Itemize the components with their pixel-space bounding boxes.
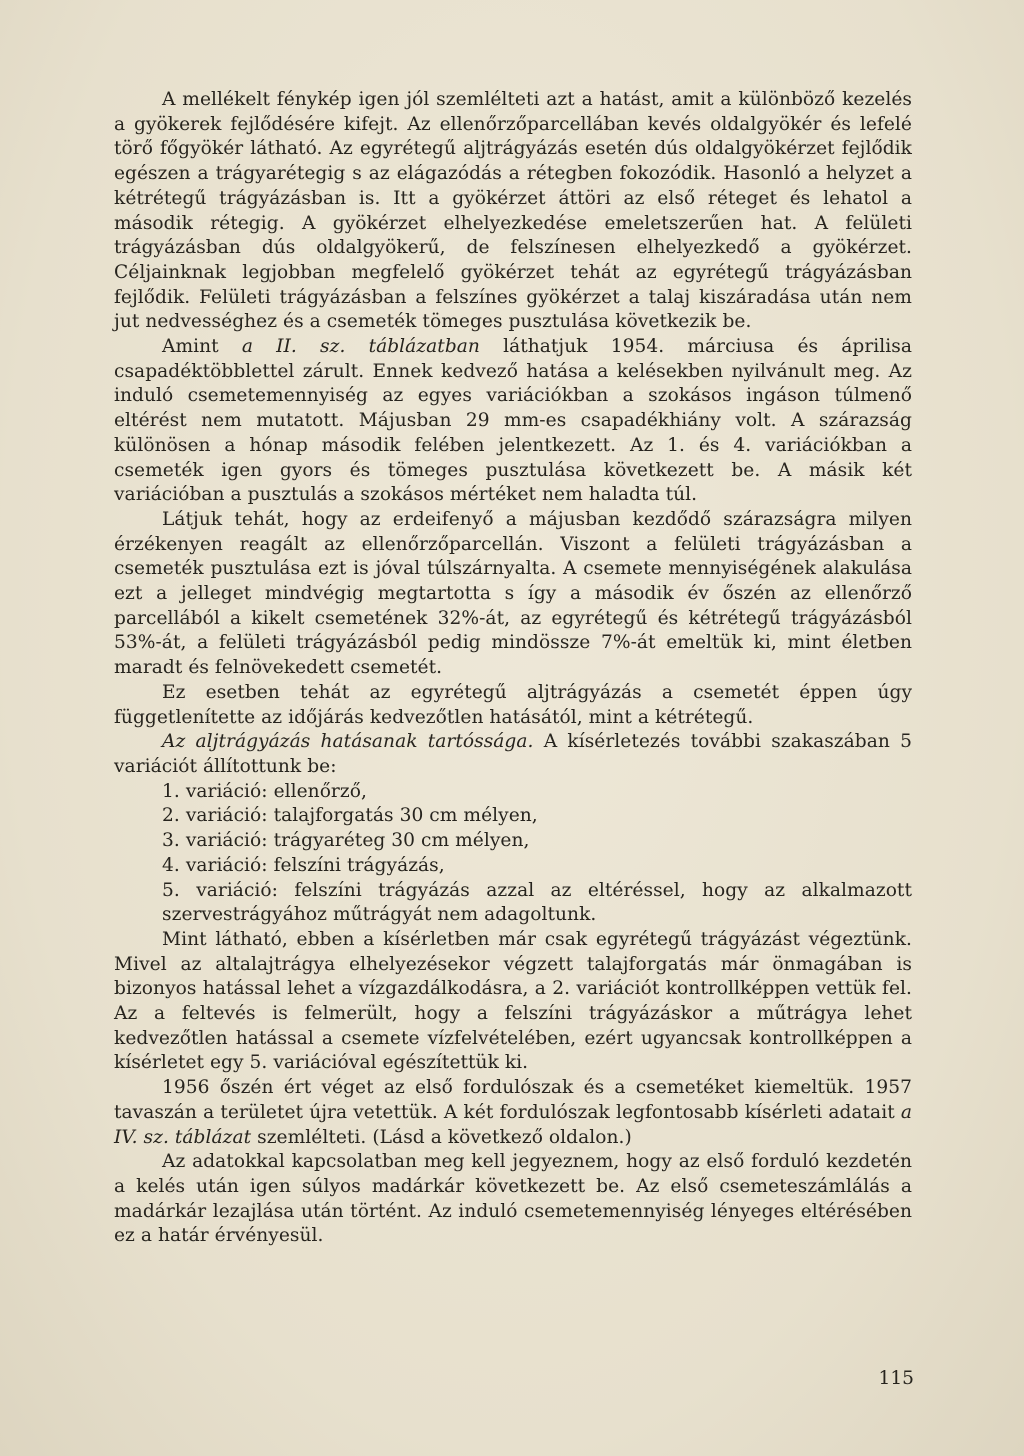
paragraph <box>114 1150 912 1249</box>
text-segment: láthatjuk 1954. márciusa és áprilisa csapadéktöbblettel zárult. Ennek kedvező hatása a kelésekben nyilvánult meg. Az induló csemetemennyiség az egyes variációkban a szokásos ingáson túlmenő eltérést nem mutatott. Májusban 29 mm-es csapadékhiány volt. A szárazság különösen a hónap második felében jelentkezett. Az 1. és 4. variációkban a csemeték igen gyors és tömeges pusztulása következett be. A másik két variációban a pusztulás a szokásos mértéket nem haladta túl. <box>114 336 912 506</box>
variation-text: ellenőrző, <box>273 780 367 802</box>
paragraph <box>114 730 912 779</box>
variation-text: felszíni trágyázás, <box>273 854 445 876</box>
variation-text: trágyaréteg 30 cm mélyen, <box>273 830 530 852</box>
variation-item <box>114 804 912 829</box>
paragraph <box>114 1076 912 1150</box>
paragraph <box>114 335 912 508</box>
paragraph <box>114 508 912 681</box>
text-segment: Mint látható, ebben a kísérletben már csak egyrétegű trágyázást végeztünk. Mivel az altalajtrágya elhelyezésekor végzett talajforgatás már önmagában is bizonyos hatással lehet a vízgazdálkodásra, a 2. variációt kontrollképpen vettük fel. Az a feltevés is felmerült, hogy a felszíni trágyázáskor a műtrágya lehet kedvezőtlen hatással a csemete vízfelvételében, ezért ugyancsak kontrollképpen a kísérletet egy 5. variációval egészítettük ki. <box>114 928 912 1074</box>
text-segment: Az adatokkal kapcsolatban meg kell jegyeznem, hogy az első forduló kezdetén a kelés után igen súlyos madárkár következett be. Az első csemeteszámlálás a madárkár lezajlása után történt. Az induló csemetemennyiség lényeges eltérésében ez a határ érvényesül. <box>114 1151 912 1247</box>
variation-item <box>114 879 912 928</box>
page-number: 115 <box>878 1368 914 1389</box>
paragraph <box>114 88 912 335</box>
text-segment: A kísérletezés további szakaszában 5 variációt állítottunk be: <box>114 731 913 777</box>
italic-text: Az aljtrágyázás hatásanak tartóssága. <box>162 731 534 753</box>
variation-item <box>114 854 912 879</box>
variation-number: 1. <box>162 780 180 802</box>
variation-number: 5. <box>162 879 180 901</box>
variation-label: variáció: <box>185 830 268 852</box>
variation-item <box>114 829 912 854</box>
paragraph <box>114 928 912 1076</box>
text-segment: Ez esetben tehát az egyrétegű aljtrágyázás a csemetét éppen úgy függetlenítette az időjárás kedvezőtlen hatásától, mint a kétrétegű. <box>114 681 912 728</box>
italic-text: a II. sz. táblázatban <box>241 336 480 358</box>
paragraph <box>114 681 912 730</box>
text-segment: Látjuk tehát, hogy az erdeifenyő a májusban kezdődő szárazságra milyen érzékenyen reagált az ellenőrzőparcellán. Viszont a felületi trágyázásban a csemeték pusztulása ezt is jóval túlszárnyalta. A csemete mennyiségének alakulása ezt a jelleget mindvégig megtartotta s így a második év őszén az ellenőrző parcellából a kikelt csemetének 32%-át, az egyrétegű és kétrétegű trágyázásból 53%-át, a felületi trágyázásból pedig mindössze 7%-át emeltük ki, mint életben maradt és felnövekedett csemetét. <box>114 508 912 679</box>
variation-label: variáció: <box>185 854 268 876</box>
text-segment: 1956 őszén ért véget az első fordulószak és a csemetéket kiemeltük. 1957 tavaszán a területet újra vetettük. A két fordulószak legfontosabb kísérleti adatait <box>114 1077 912 1123</box>
text-segment: szemlélteti. (Lásd a következő oldalon.) <box>251 1126 632 1148</box>
variation-number: 4. <box>162 854 180 876</box>
variation-label: variáció: <box>185 780 268 802</box>
variation-number: 3. <box>162 830 180 852</box>
variation-label: variáció: <box>196 879 278 901</box>
variation-label: variáció: <box>185 805 268 827</box>
variation-list <box>114 780 912 928</box>
body-text <box>114 88 912 1249</box>
text-segment: A mellékelt fénykép igen jól szemlélteti azt a hatást, amit a különböző kezelés a gyökerek fejlődésére kifejt. Az ellenőrzőparcellában kevés oldalgyökér és lefelé törő főgyökér látható. Az egyrétegű aljtrágyázás esetén dús oldalgyökérzet fejlődik egészen a trágyarétegig s az elágazódás a rétegben fokozódik. Hasonló a helyzet a kétrétegű trágyázásban is. Itt a gyökérzet áttöri az első réteget és lehatol a második rétegig. A gyökérzet elhelyezkedése emeletszerűen hat. A felületi trágyázásban dús oldalgyökerű, de felszínesen elhelyezkedő a gyökérzet. Céljainknak legjobban megfelelő gyökérzet tehát az egyrétegű trágyázásban fejlődik. Felületi trágyázásban a felszínes gyökérzet a talaj kiszáradása után nem jut nedvességhez és a csemeték tömeges pusztulása következik be. <box>114 89 912 333</box>
variation-text: felszíni trágyázás azzal az eltéréssel, hogy az alkalmazott szervestrágyához műtrágyát nem adagoltunk. <box>162 879 912 926</box>
variation-number: 2. <box>162 805 180 827</box>
text-segment: Amint <box>162 336 242 358</box>
variation-item <box>114 780 912 805</box>
variation-text: talajforgatás 30 cm mélyen, <box>273 805 538 827</box>
italic-text: a IV. sz. táblázat <box>114 1101 912 1148</box>
